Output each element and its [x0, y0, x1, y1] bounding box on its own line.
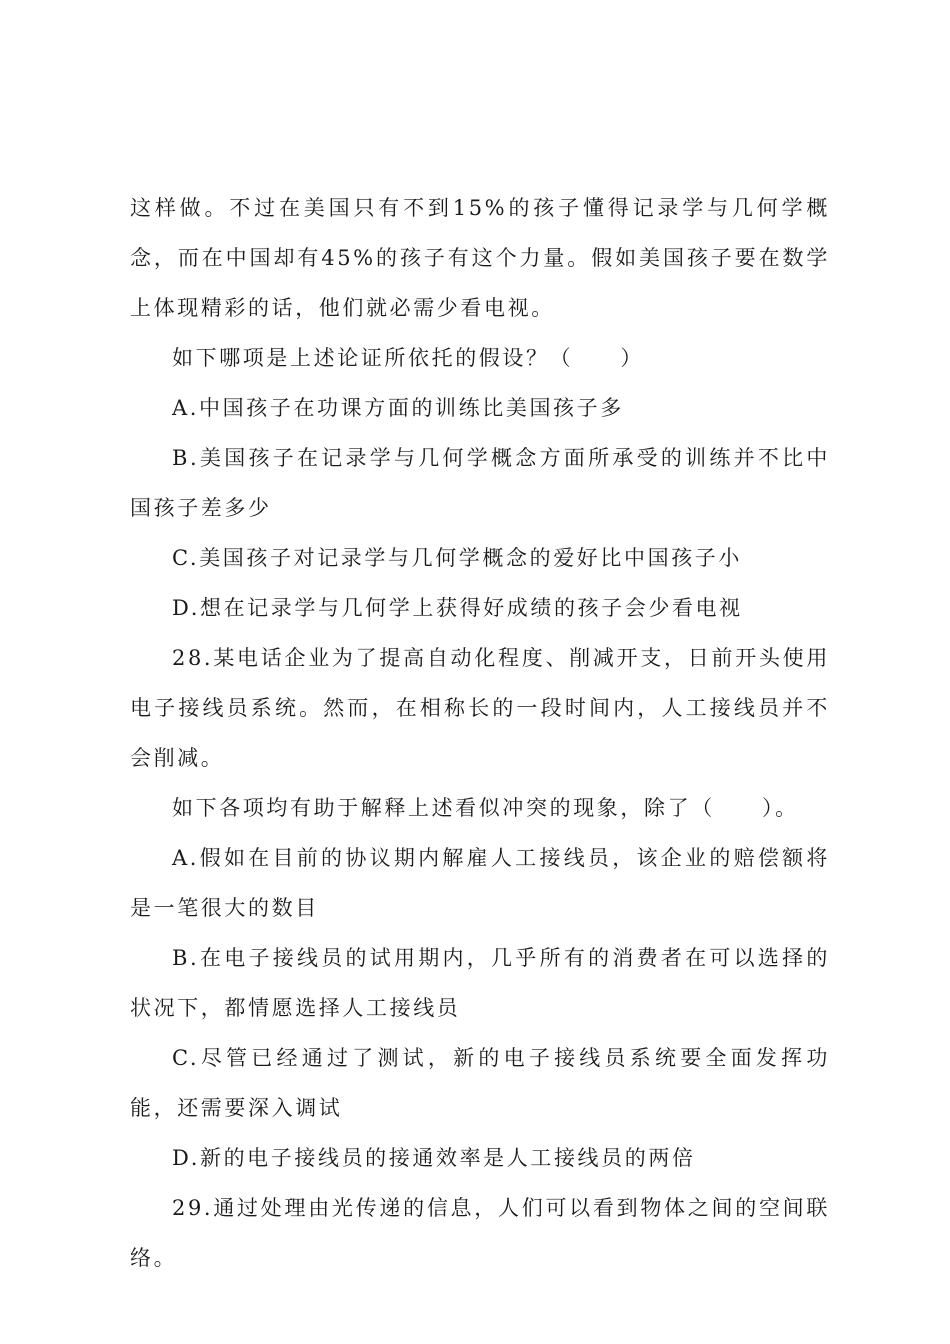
question-27-option-a: A.中国孩子在功课方面的训练比美国孩子多 [172, 396, 624, 420]
question-28-prompt: 如下各项均有助于解释上述看似冲突的现象，除了（ ）。 [172, 796, 799, 820]
question-28-option-c: C.尽管已经通过了测试，新的电子接线员系统要全面发挥功能，还需要深入调试 [130, 1046, 830, 1120]
question-27-prompt: 如下哪项是上述论证所依托的假设？（ ） [172, 346, 644, 370]
question-29-stem: 29.通过处理由光传递的信息，人们可以看到物体之间的空间联络。 [130, 1196, 830, 1270]
question-27-option-b: B.美国孩子在记录学与几何学概念方面所承受的训练并不比中国孩子差多少 [130, 446, 830, 520]
question-28-option-b: B.在电子接线员的试用期内，几乎所有的消费者在可以选择的状况下，都情愿选择人工接线员 [130, 946, 830, 1020]
document-body [130, 183, 830, 1283]
paragraph-continuation: 这样做。不过在美国只有不到15%的孩子懂得记录学与几何学概念，而在中国却有45%的孩子有这个力量。假如美国孩子要在数学上体现精彩的话，他们就必需少看电视。 [130, 196, 830, 320]
question-28-stem: 28.某电话企业为了提高自动化程度、削减开支，日前开头使用电子接线员系统。然而，在相称长的一段时间内，人工接线员并不会削减。 [130, 646, 830, 770]
question-27-option-d: D.想在记录学与几何学上获得好成绩的孩子会少看电视 [172, 596, 743, 620]
question-28-option-a: A.假如在目前的协议期内解雇人工接线员，该企业的赔偿额将是一笔很大的数目 [130, 846, 830, 920]
question-27-option-c: C.美国孩子对记录学与几何学概念的爱好比中国孩子小 [172, 546, 742, 570]
question-28-option-d: D.新的电子接线员的接通效率是人工接线员的两倍 [172, 1146, 696, 1170]
